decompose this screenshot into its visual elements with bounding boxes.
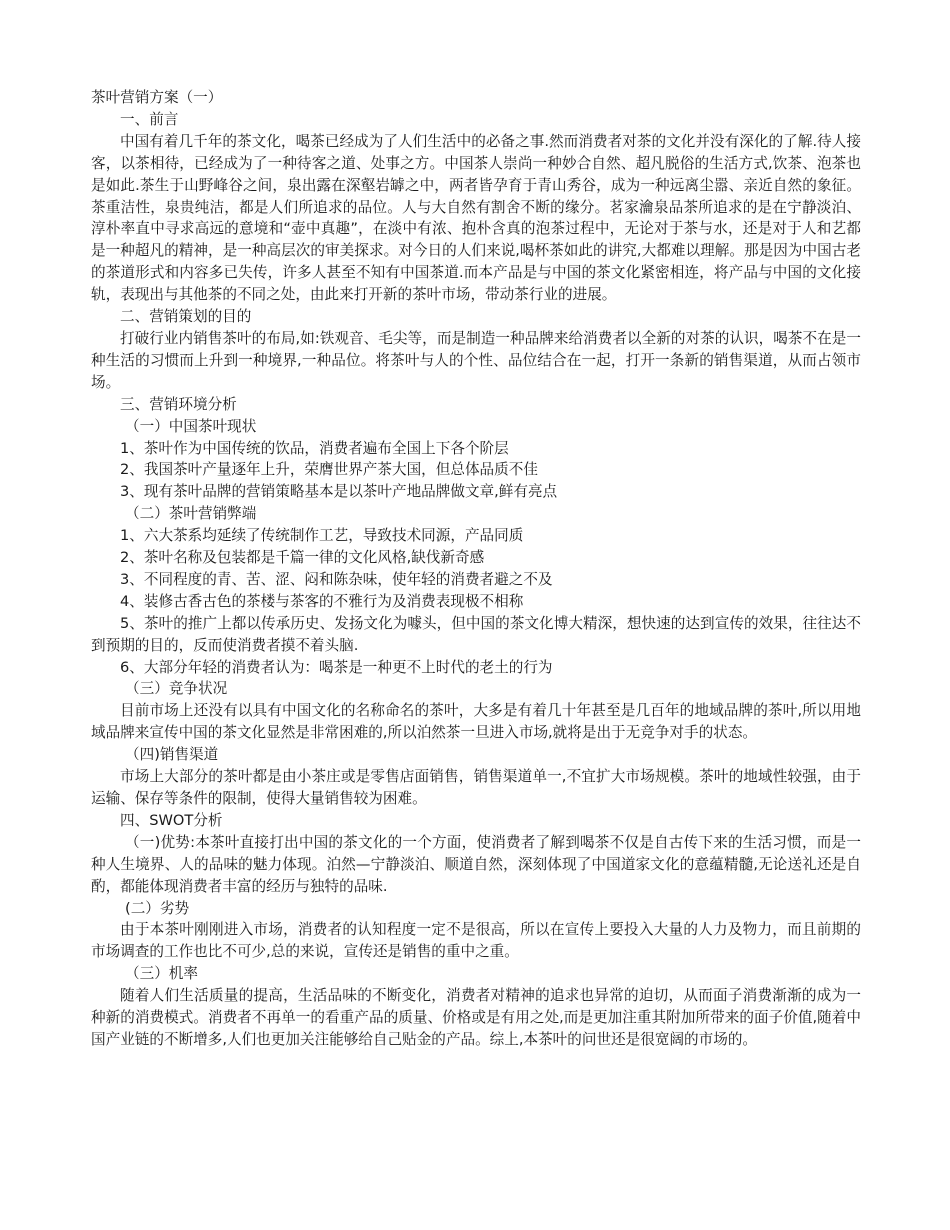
paragraph-strengths: （一)优势:本茶叶直接打出中国的茶文化的一个方面，使消费者了解到喝茶不仅是自古传下来的生活习惯，而是一种人生境界、人的品味的魅力体现。泊然—宁静淡泊、顺道自然，深刻体现了中国道家文化的意蕴精髓,无论送礼还是自酌，都能体现消费者丰富的经历与独特的品味. [91, 833, 861, 895]
paragraph-competition: 目前市场上还没有以具有中国文化的名称命名的茶叶，大多是有着几十年甚至是几百年的地域品牌的茶叶,所以用地域品牌来宣传中国的茶文化显然是非常困难的,所以泊然茶一旦进入市场,就将是出于无竞争对手的状态。 [91, 702, 861, 742]
subheading-sales-channel: （四)销售渠道 [125, 746, 219, 764]
list-item: 1、六大茶系均延续了传统制作工艺，导致技术同源，产品同质 [120, 527, 524, 545]
subheading-opportunities: （三）机率 [125, 965, 198, 983]
subheading-competition: （三）竞争状况 [125, 680, 228, 698]
paragraph-preface: 中国有着几千年的茶文化，喝茶已经成为了人们生活中的必备之事.然而消费者对茶的文化并没有深化的了解.待人接客，以茶相待，已经成为了一种待客之道、处事之方。中国茶人崇尚一种妙合自然、超凡脱俗的生活方式,饮茶、泡茶也是如此.茶生于山野峰谷之间，泉出露在深壑岩罅之中，两者皆孕育于青山秀谷，成为一种远离尘嚣、亲近自然的象征。茶重洁性，泉贵纯洁，都是人们所追求的品位。人与大自然有割舍不断的缘分。茗家瀹泉品茶所追求的是在宁静淡泊、淳朴率直中寻求高远的意境和“壶中真趣”，在淡中有浓、抱朴含真的泡茶过程中，无论对于茶与水，还是对于人和艺都是一种超凡的精神，是一种高层次的审美探求。对今日的人们来说,喝杯茶如此的讲究,大都难以理解。那是因为中国古老的茶道形式和内容多已失传，许多人甚至不知有中国茶道.而本产品是与中国的茶文化紧密相连，将产品与中国的文化接轨，表现出与其他茶的不同之处，由此来打开新的茶叶市场，带动茶行业的进展。 [91, 132, 861, 304]
paragraph-purpose: 打破行业内销售茶叶的布局,如:铁观音、毛尖等，而是制造一种品牌来给消费者以全新的对茶的认识，喝茶不在是一种生活的习惯而上升到一种境界,一种品位。将茶叶与人的个性、品位结合在一起，打开一条新的销售渠道，从而占领市场。 [91, 329, 861, 391]
list-item: 2、茶叶名称及包装都是千篇一律的文化风格,缺伐新奇感 [120, 549, 485, 567]
subheading-marketing-drawbacks: （二）茶叶营销弊端 [125, 505, 257, 523]
list-item: 2、我国茶叶产量逐年上升，荣膺世界产茶大国，但总体品质不佳 [120, 461, 538, 479]
document-body [91, 87, 861, 1051]
section-heading-swot: 四、SWOT分析 [120, 811, 223, 829]
list-item: 4、装修古香古色的茶楼与茶客的不雅行为及消费表现极不相称 [120, 592, 524, 610]
list-item: 6、大部分年轻的消费者认为：喝茶是一种更不上时代的老土的行为 [120, 658, 553, 676]
subheading-tea-status: （一）中国茶叶现状 [125, 417, 257, 435]
paragraph-weaknesses: 由于本茶叶刚刚进入市场，消费者的认知程度一定不是很高，所以在宣传上要投入大量的人力及物力，而且前期的市场调查的工作也比不可少,总的来说，宣传还是销售的重中之重。 [91, 921, 861, 961]
list-item: 3、不同程度的青、苦、涩、闷和陈杂味，使年轻的消费者避之不及 [120, 570, 553, 588]
paragraph-sales-channel: 市场上大部分的茶叶都是由小茶庄或是零售店面销售，销售渠道单一,不宜扩大市场规模。茶叶的地域性较强，由于运输、保存等条件的限制，使得大量销售较为困难。 [91, 768, 861, 807]
list-item: 1、茶叶作为中国传统的饮品，消费者遍布全国上下各个阶层 [120, 439, 509, 457]
section-heading-preface: 一、前言 [120, 110, 179, 128]
list-item: 3、现有茶叶品牌的营销策略基本是以茶叶产地品牌做文章,鲜有亮点 [120, 483, 558, 501]
section-heading-purpose: 二、营销策划的目的 [120, 308, 252, 326]
list-item: 5、茶叶的推广上都以传承历史、发扬文化为噱头，但中国的茶文化博大精深，想快速的达到宣传的效果，往往达不到预期的目的，反而使消费者摸不着头脑. [91, 614, 861, 654]
section-heading-environment: 三、营销环境分析 [120, 395, 237, 413]
paragraph-opportunities: 随着人们生活质量的提高，生活品味的不断变化，消费者对精神的追求也异常的迫切，从而面子消费渐渐的成为一种新的消费模式。消费者不再单一的看重产品的质量、价格或是有用之处,而是更加注重其附加所带来的面子价值,随着中国产业链的不断增多,人们也更加关注能够给自己贴金的产品。综上,本茶叶的问世还是很宽阔的市场的。 [91, 987, 861, 1048]
document-title: 茶叶营销方案（一） [91, 89, 223, 106]
subheading-weaknesses: (二）劣势 [125, 899, 190, 917]
